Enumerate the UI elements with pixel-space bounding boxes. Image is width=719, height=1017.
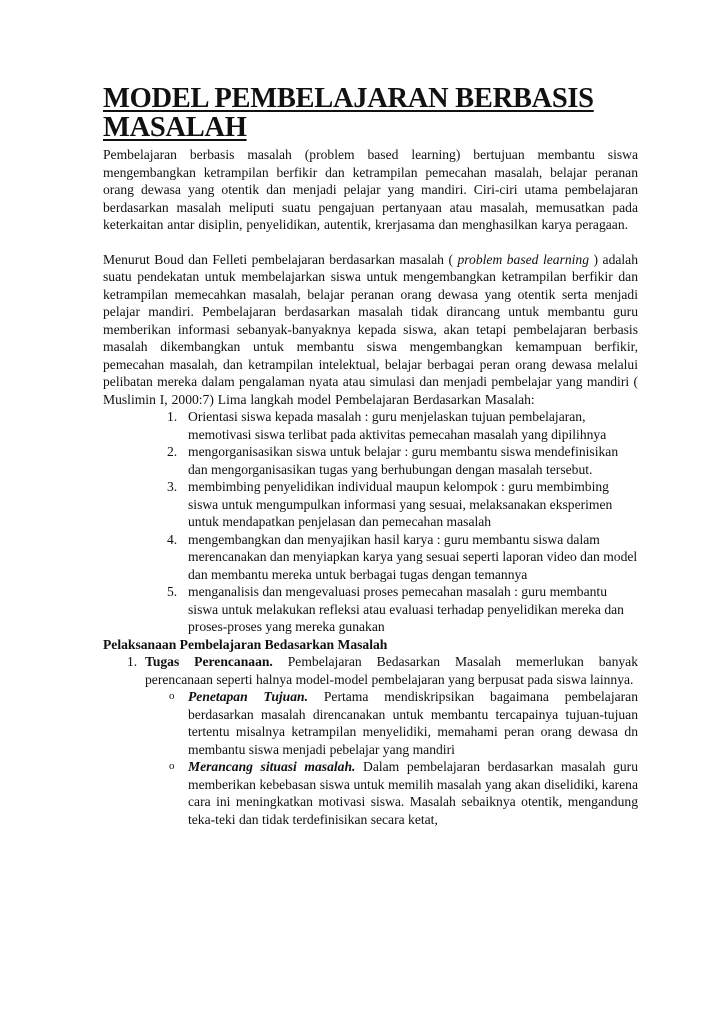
task-item <box>103 653 638 688</box>
list-item-number: 4. <box>167 531 178 547</box>
second-paragraph <box>103 251 638 409</box>
second-paragraph-italic: problem based learning <box>457 251 590 267</box>
steps-list <box>103 408 638 636</box>
task-label: Tugas Perencanaan. <box>145 654 273 669</box>
list-item-text: Orientasi siswa kepada masalah : guru menjelaskan tujuan pembelajaran, memotivasi siswa terlibat pada aktivitas pemecahan masalah yang dipilihnya <box>188 409 607 442</box>
sub-item-text: Pertama mendiskripsikan bagaimana pembelajaran berdasarkan masalah direncanakan untuk membantu tercapainya tujuan-tujuan tertentu misalnya ketrampilan menyelidiki, memahami peran orang dewasa dn membantu siswa menjadi pebelajar yang mandiri <box>188 689 638 757</box>
list-item-text: mengorganisasikan siswa untuk belajar : guru membantu siswa mendefinisikan dan mengorganisasikan tugas yang berhubungan dengan masalah tersebut. <box>188 444 619 477</box>
circle-bullet-icon: o <box>169 690 175 702</box>
list-item-number: 2. <box>167 444 178 459</box>
sub-item-situation <box>103 758 638 828</box>
task-number: 1. <box>127 654 138 669</box>
list-item <box>103 408 638 443</box>
second-paragraph-rest: ) adalah suatu pendekatan untuk membelajarkan siswa untuk mengembangkan ketrampilan berfikir dan ketrampilan memecahkan masalah, belajar peranan orang dewasa yang otentik serta menjadi pelajar mandiri. Pembelajaran berdasarkan masalah tidak dirancang untuk membantu guru memberikan informasi sebanyak-banyaknya kepada siswa, akan tetapi pembelajaran berbasis masalah dikembangkan untuk membantu siswa mengembangkan kemampuan berfikir, pemecahan masalah, dan ketrampilan intelektual, belajar berbagai peran orang dewasa melalui pelibatan mereka dalam pengalaman nyata atau simulasi dan menjadi pembelajar yang mandiri ( Muslimin I, 2000:7) Lima langkah model Pembelajaran Berdasarkan Masalah: <box>103 251 639 407</box>
intro-paragraph: Pembelajaran berbasis masalah (problem based learning) bertujuan membantu siswa mengembangkan ketrampilan berfikir dan ketrampilan pemecahan masalah, belajar peranan orang dewasa yang otentik dan menjadi pelajar yang mandiri. Ciri-ciri utama pembelajaran berdasarkan masalah meliputi suatu pengajuan pertanyaan atau masalah, memusatkan pada keterkaitan antar disiplin, penyelidikan, autentik, krerjasama dan menghasilkan karya peragaan. <box>103 147 638 232</box>
page-title: MODEL PEMBELAJARAN BERBASIS MASALAH <box>103 83 594 143</box>
sub-item-label: Penetapan Tujuan. <box>188 689 308 704</box>
section-heading: Pelaksanaan Pembelajaran Bedasarkan Masalah <box>103 636 388 652</box>
list-item <box>103 583 638 636</box>
sub-item-goal <box>103 688 638 758</box>
list-item-number: 5. <box>167 584 178 599</box>
circle-bullet-icon: o <box>169 760 175 772</box>
list-item-text: mengembangkan dan menyajikan hasil karya : guru membantu siswa dalam merencanakan dan menyiapkan karya yang sesuai seperti laporan video dan model dan membantu mereka untuk berbagai tugas dengan temannya <box>188 531 638 582</box>
list-item-text: membimbing penyelidikan individual maupun kelompok : guru membimbing siswa untuk mengumpulkan informasi yang sesuai, melaksanakan eksperimen untuk mendapatkan penjelasan dan pemecahan masalah <box>188 479 613 529</box>
task-text: Pembelajaran Bedasarkan Masalah memerlukan banyak perencanaan seperti halnya model-model pembelajaran yang berpusat pada siswa lainnya. <box>145 654 639 687</box>
list-item-text: menganalisis dan mengevaluasi proses pemecahan masalah : guru membantu siswa untuk melakukan refleksi atau evaluasi terhadap penyelidikan mereka dan proses-proses yang mereka gunakan <box>188 584 624 634</box>
list-item-number: 1. <box>167 409 178 424</box>
list-item <box>103 443 638 478</box>
sub-item-text: Dalam pembelajaran berdasarkan masalah guru memberikan kebebasan siswa untuk memilih masalah yang akan diselidiki, karena cara ini meningkatkan motivasi siswa. Masalah sebaiknya otentik, mengandung teka-teki dan tidak terdefinisikan secara ketat, <box>188 759 638 827</box>
list-item <box>103 531 638 584</box>
list-item-number: 3. <box>167 479 178 494</box>
second-paragraph-start: Menurut Boud dan Felleti pembelajaran berdasarkan masalah ( <box>103 251 458 267</box>
document-body <box>103 146 638 828</box>
sub-item-label: Merancang situasi masalah. <box>188 759 356 774</box>
document-page <box>103 84 638 828</box>
list-item <box>103 478 638 531</box>
paragraph-gap <box>103 234 638 251</box>
